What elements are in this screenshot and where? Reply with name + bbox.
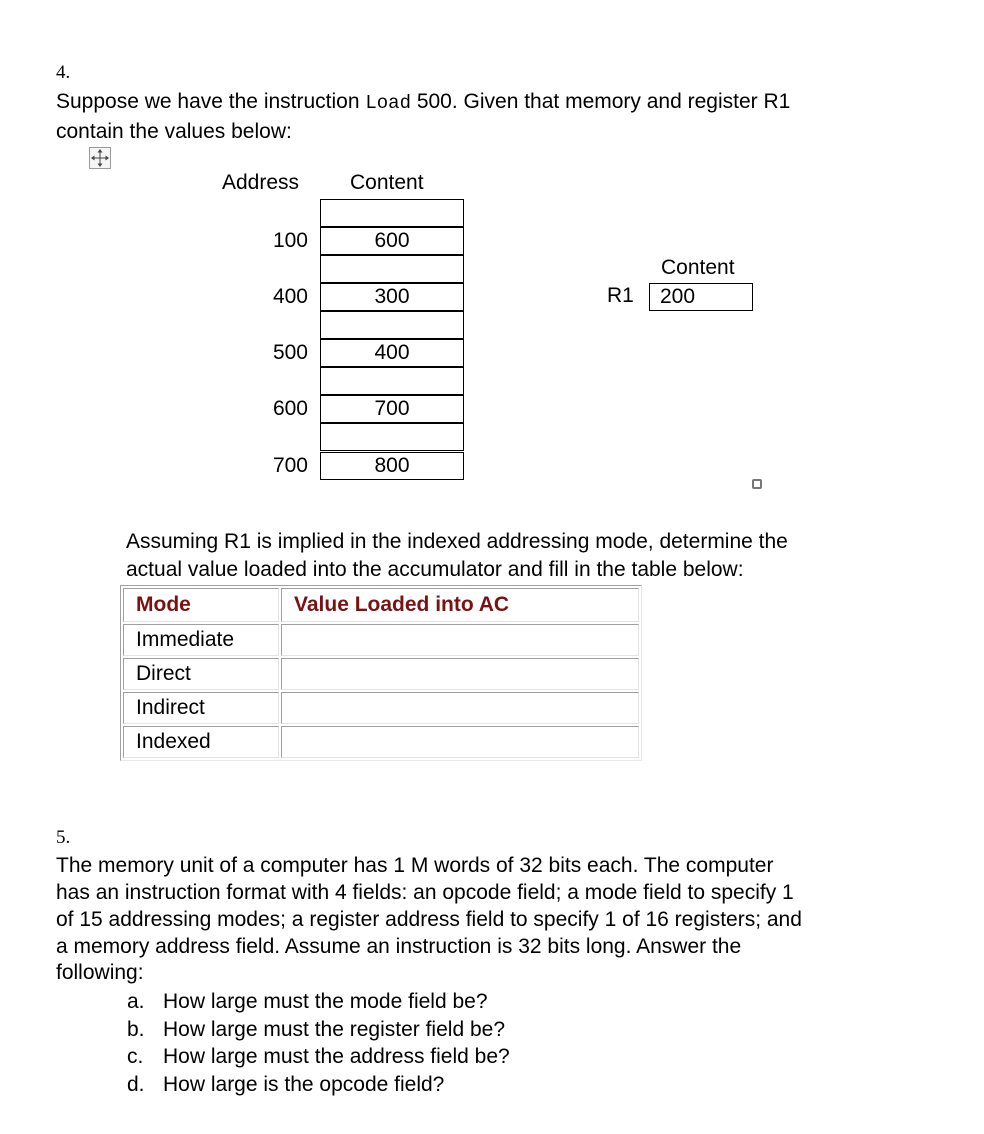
question-5-line: following: bbox=[56, 961, 144, 984]
question-4-intro-line2: contain the values below: bbox=[56, 120, 292, 143]
question-5-line: The memory unit of a computer has 1 M words of 32 bits each. The computer bbox=[56, 854, 774, 877]
question-5-line: of 15 addressing modes; a register address field to specify 1 of 16 registers; and bbox=[56, 908, 802, 931]
memory-content-header: Content bbox=[350, 171, 424, 194]
memory-address: 400 bbox=[272, 285, 308, 308]
memory-content: 400 bbox=[320, 339, 464, 367]
question-5-line: a memory address field. Assume an instruction is 32 bits long. Answer the bbox=[56, 935, 742, 958]
memory-address: 600 bbox=[272, 397, 308, 420]
memory-cell-empty bbox=[320, 199, 464, 227]
memory-address-header: Address bbox=[222, 171, 300, 194]
assumption-line1: Assuming R1 is implied in the indexed addressing mode, determine the bbox=[126, 530, 788, 553]
list-marker: c. bbox=[127, 1045, 144, 1068]
list-item-text: How large must the register field be? bbox=[163, 1017, 505, 1041]
memory-cell-empty bbox=[320, 255, 464, 283]
intro-text-a: Suppose we have the instruction bbox=[56, 90, 366, 113]
list-item bbox=[127, 1071, 510, 1099]
memory-cell-empty bbox=[320, 311, 464, 339]
list-item bbox=[127, 988, 510, 1016]
value-column-header: Value Loaded into AC bbox=[281, 588, 639, 622]
value-answer-cell[interactable] bbox=[281, 624, 639, 656]
mode-cell: Indirect bbox=[123, 692, 279, 724]
table-row bbox=[123, 726, 639, 758]
register-content-header: Content bbox=[661, 256, 735, 279]
table-row bbox=[123, 624, 639, 656]
memory-cell-empty bbox=[320, 423, 464, 451]
intro-text-b: 500. Given that memory and register R1 bbox=[410, 90, 791, 113]
list-item bbox=[127, 1016, 510, 1044]
mode-column-header: Mode bbox=[123, 588, 279, 622]
question-4-number: 4. bbox=[56, 62, 71, 83]
memory-content: 600 bbox=[320, 227, 464, 255]
question-5-number: 5. bbox=[56, 827, 71, 848]
table-row bbox=[123, 658, 639, 690]
addressing-mode-table bbox=[120, 585, 642, 761]
question-5-line: has an instruction format with 4 fields: an opcode field; a mode field to specify 1 bbox=[56, 881, 794, 904]
memory-address: 700 bbox=[272, 454, 308, 477]
list-item-text: How large must the address field be? bbox=[163, 1045, 510, 1068]
list-item-text: How large must the mode field be? bbox=[163, 990, 488, 1013]
table-row bbox=[123, 692, 639, 724]
list-marker: b. bbox=[127, 1017, 145, 1041]
mode-cell: Indexed bbox=[123, 726, 279, 758]
value-answer-cell[interactable] bbox=[281, 726, 639, 758]
register-value: 200 bbox=[649, 283, 753, 311]
mode-cell: Direct bbox=[123, 658, 279, 690]
question-4-intro-line1 bbox=[56, 90, 790, 114]
memory-address: 500 bbox=[272, 341, 308, 364]
instruction-code: Load bbox=[365, 92, 411, 114]
list-marker: a. bbox=[127, 990, 145, 1013]
list-item bbox=[127, 1043, 510, 1071]
memory-cell-empty bbox=[320, 367, 464, 395]
list-marker: d. bbox=[127, 1072, 145, 1096]
small-square-icon bbox=[752, 479, 762, 489]
move-handle[interactable] bbox=[89, 147, 111, 169]
list-item-text: How large is the opcode field? bbox=[163, 1072, 445, 1096]
memory-address: 100 bbox=[272, 229, 308, 252]
value-answer-cell[interactable] bbox=[281, 692, 639, 724]
question-5-list bbox=[127, 988, 510, 1098]
memory-content: 800 bbox=[320, 452, 464, 480]
assumption-line2: actual value loaded into the accumulator and fill in the table below: bbox=[126, 558, 744, 581]
memory-content: 300 bbox=[320, 283, 464, 311]
memory-content: 700 bbox=[320, 395, 464, 423]
move-icon bbox=[90, 148, 110, 168]
register-name: R1 bbox=[607, 284, 634, 307]
mode-cell: Immediate bbox=[123, 624, 279, 656]
table-header-row bbox=[123, 588, 639, 622]
value-answer-cell[interactable] bbox=[281, 658, 639, 690]
